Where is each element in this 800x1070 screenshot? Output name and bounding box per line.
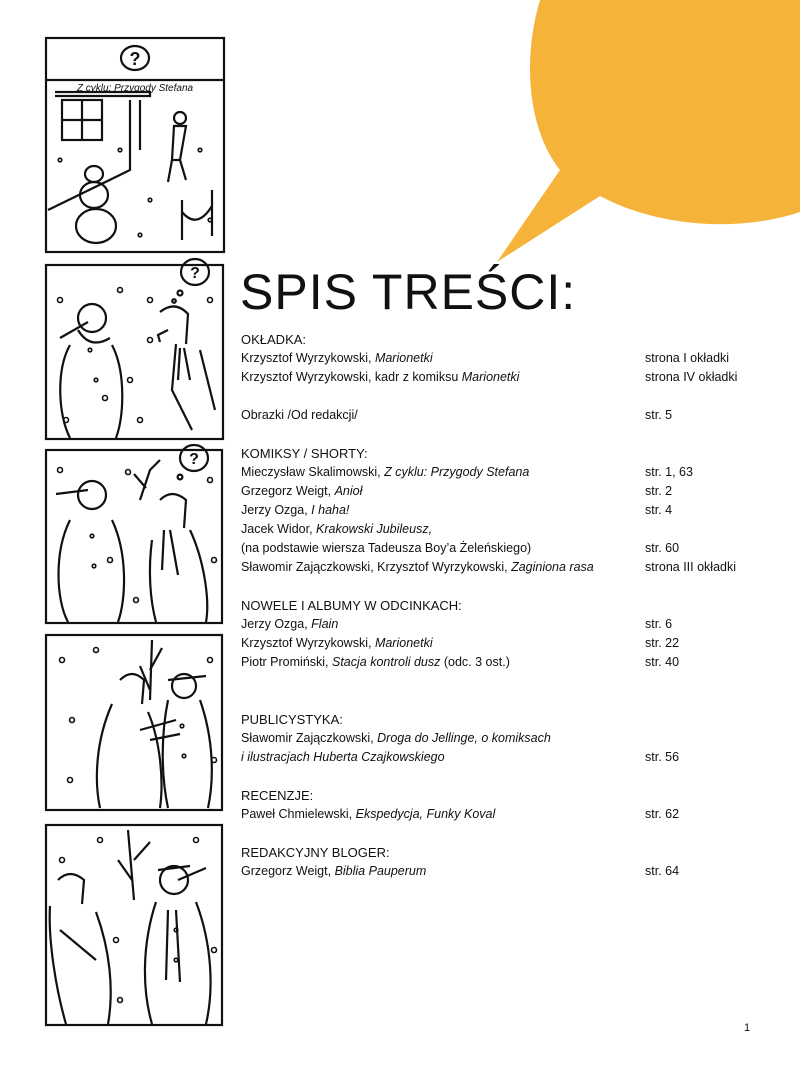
toc-author: Grzegorz Weigt, <box>241 864 335 878</box>
toc-page-ref: str. 2 <box>645 484 673 498</box>
toc-note: (odc. 3 ost.) <box>440 655 510 669</box>
toc-author: Paweł Chmielewski, <box>241 807 356 821</box>
toc-page-ref: strona I okładki <box>645 351 730 365</box>
spacer <box>241 387 797 406</box>
toc-work-title: Ekspedycja, Funky Koval <box>355 807 496 821</box>
toc-entry-text <box>241 634 433 653</box>
page-title: SPIS TREŚCI: <box>240 264 577 320</box>
toc-entry-text <box>241 748 445 767</box>
toc-author: Mieczysław Skalimowski, <box>241 465 385 479</box>
toc-author: Sławomir Zajączkowski, <box>241 731 378 745</box>
toc-section-heading: KOMIKSY / SHORTY: <box>241 446 368 461</box>
toc-page-ref: str. 6 <box>645 617 673 631</box>
toc-entry <box>241 805 797 824</box>
toc-author: (na podstawie wiersza Tadeusza Boy’a Żeleńskiego) <box>241 541 532 555</box>
comic-caption: Z cyklu: Przygody Stefana <box>76 83 194 94</box>
toc-work-title: I haha! <box>311 503 350 517</box>
toc-work-title: Droga do Jellinge, o komiksach <box>377 731 551 745</box>
toc-work-title: Z cyklu: Przygody Stefana <box>384 465 530 479</box>
toc-author: Krzysztof Wyrzykowski, kadr z komiksu <box>241 370 462 384</box>
toc-section-heading: NOWELE I ALBUMY W ODCINKACH: <box>241 598 462 613</box>
thought-mark-1: ? <box>129 49 141 69</box>
spacer <box>241 577 797 596</box>
thought-mark-3: ? <box>189 451 199 468</box>
speech-bubble-shape <box>497 0 800 262</box>
toc-work-title: Krakowski Jubileusz, <box>316 522 433 536</box>
table-of-contents <box>241 330 797 881</box>
toc-section-heading: RECENZJE: <box>241 788 314 803</box>
toc-entry-text <box>241 368 519 387</box>
toc-section-heading: REDAKCYJNY BLOGER: <box>241 845 390 860</box>
toc-entry <box>241 463 797 482</box>
toc-page-ref: str. 60 <box>645 541 680 555</box>
toc-entry-text <box>241 501 349 520</box>
toc-page-ref: str. 40 <box>645 655 680 669</box>
toc-work-title: Stacja kontroli dusz <box>332 655 441 669</box>
comic-panel-3 <box>46 445 222 623</box>
toc-entry-text <box>241 520 432 539</box>
toc-author: Obrazki /Od redakcji/ <box>241 408 358 422</box>
toc-author: Grzegorz Weigt, <box>241 484 335 498</box>
spacer <box>241 425 797 444</box>
toc-author: Jerzy Ozga, <box>241 617 312 631</box>
toc-author: Krzysztof Wyrzykowski, <box>241 636 375 650</box>
spacer <box>241 824 797 843</box>
spacer <box>241 767 797 786</box>
toc-entry <box>241 615 797 634</box>
toc-author: Sławomir Zajączkowski, Krzysztof Wyrzykowski, <box>241 560 512 574</box>
toc-page-ref: strona IV okładki <box>645 370 738 384</box>
toc-entry-text <box>241 615 338 634</box>
toc-work-title: Zaginiona rasa <box>511 560 594 574</box>
toc-entry <box>241 539 797 558</box>
toc-author: Jerzy Ozga, <box>241 503 312 517</box>
toc-entry-text <box>241 653 510 672</box>
toc-page-ref: str. 62 <box>645 807 680 821</box>
toc-entry <box>241 349 797 368</box>
comic-strip <box>0 0 240 1070</box>
comic-panel-1 <box>46 38 224 252</box>
toc-page-ref: strona III okładki <box>645 560 737 574</box>
toc-author: Jacek Widor, <box>241 522 317 536</box>
toc-work-title: Anioł <box>334 484 363 498</box>
toc-work-title: Biblia Pauperum <box>334 864 427 878</box>
toc-page-ref: str. 56 <box>645 750 680 764</box>
toc-entry <box>241 368 797 387</box>
toc-entry-text <box>241 349 433 368</box>
toc-entry <box>241 653 797 672</box>
toc-entry <box>241 634 797 653</box>
toc-author: Krzysztof Wyrzykowski, <box>241 351 375 365</box>
toc-entry <box>241 558 797 577</box>
toc-entry-text <box>241 558 594 577</box>
toc-entry <box>241 729 797 748</box>
toc-entry-text <box>241 539 531 558</box>
page-number: 1 <box>744 1022 751 1034</box>
toc-work-title: Marionetki <box>461 370 520 384</box>
toc-entry-text <box>241 729 551 748</box>
spacer <box>241 672 797 710</box>
toc-work-title: Marionetki <box>374 351 433 365</box>
toc-work-title: Marionetki <box>374 636 433 650</box>
toc-entry <box>241 862 797 881</box>
toc-work-title: i ilustracjach Huberta Czajkowskiego <box>241 750 445 764</box>
toc-entry-text <box>241 463 529 482</box>
toc-entry <box>241 748 797 767</box>
toc-page-ref: str. 4 <box>645 503 673 517</box>
comic-panel-2 <box>46 259 223 439</box>
toc-page-ref: str. 22 <box>645 636 680 650</box>
toc-work-title: Flain <box>311 617 339 631</box>
toc-entry-text <box>241 482 362 501</box>
thought-mark-2: ? <box>190 265 200 282</box>
toc-entry <box>241 406 797 425</box>
toc-entry-text <box>241 406 358 425</box>
toc-section-heading: PUBLICYSTYKA: <box>241 712 343 727</box>
toc-entry <box>241 501 797 520</box>
toc-page-ref: str. 1, 63 <box>645 465 693 479</box>
toc-section-heading: OKŁADKA: <box>241 332 307 347</box>
comic-panel-5 <box>46 825 222 1025</box>
toc-entry-text <box>241 805 495 824</box>
toc-page-ref: str. 5 <box>645 408 673 422</box>
toc-entry <box>241 520 797 539</box>
toc-entry <box>241 482 797 501</box>
toc-author: Piotr Promiński, <box>241 655 332 669</box>
toc-entry-text <box>241 862 426 881</box>
toc-page-ref: str. 64 <box>645 864 680 878</box>
